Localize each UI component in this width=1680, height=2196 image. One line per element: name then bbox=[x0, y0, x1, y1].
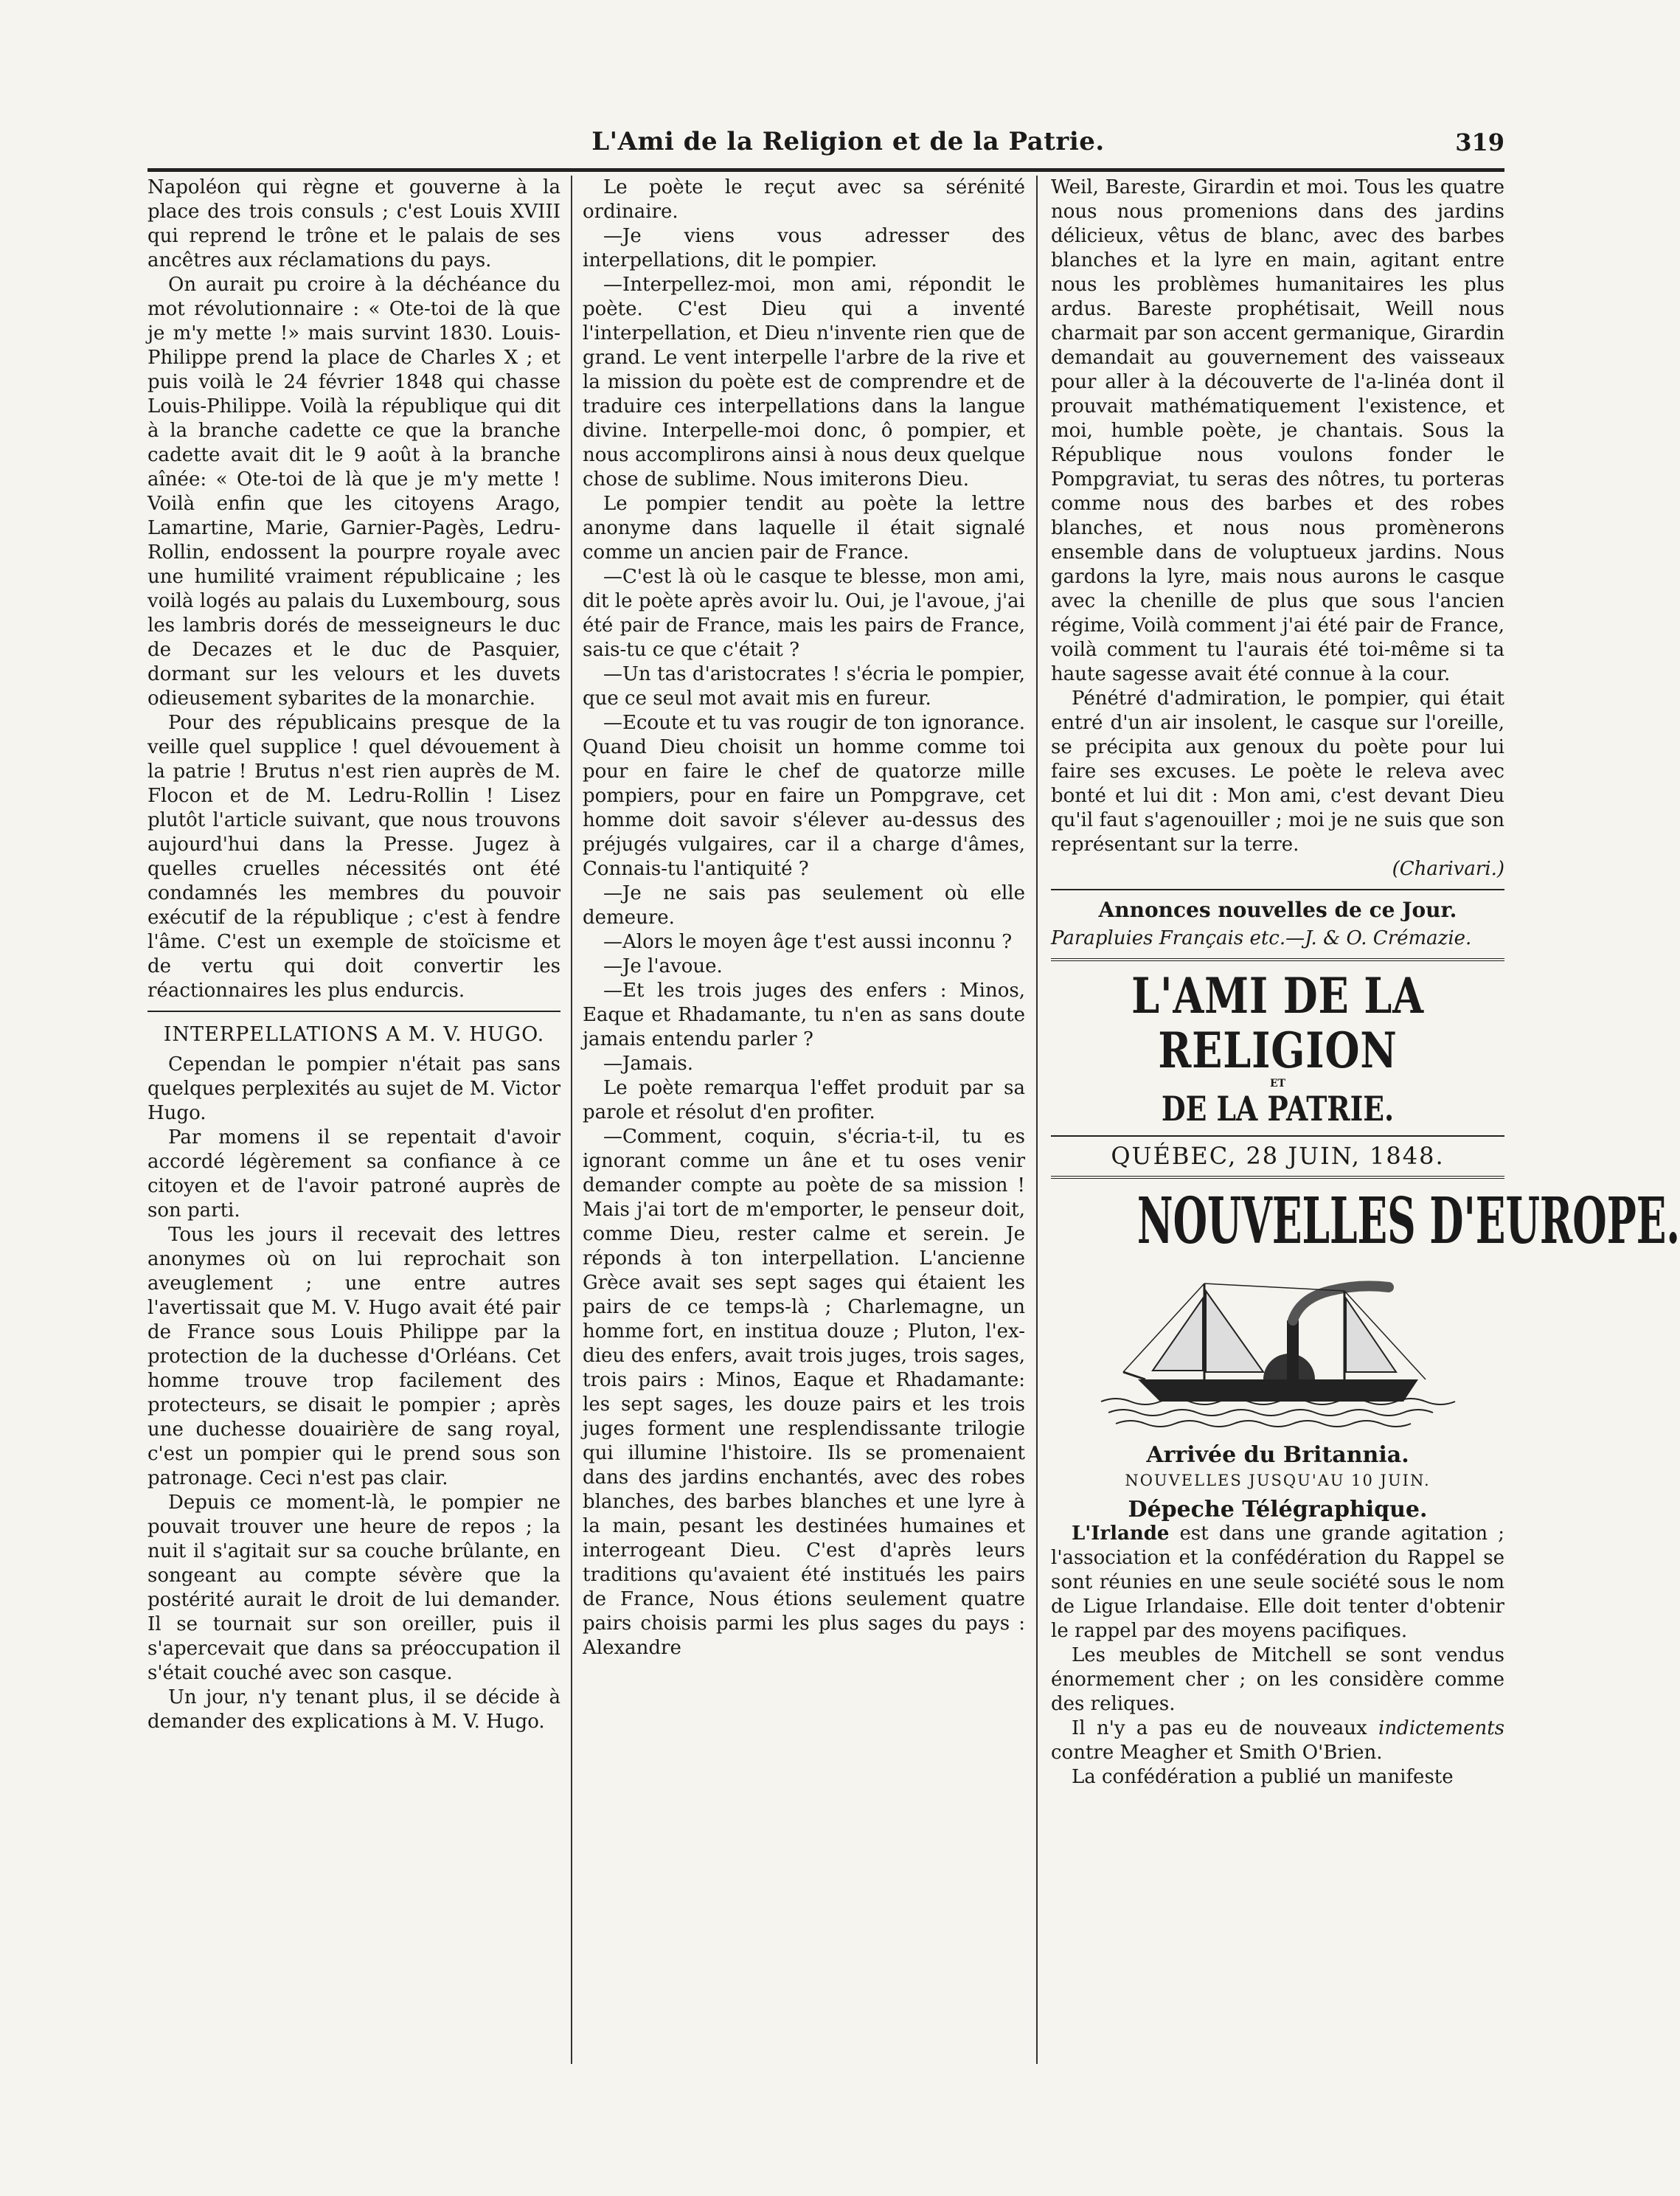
paragraph: La confédération a publié un manifeste bbox=[1072, 1766, 1454, 1788]
paragraph: Napoléon qui règne et gouverne à la place des trois consuls ; c'est Louis XVIII qui reprend le trône et le palais de ses ancêtres aux réclamations du pays. bbox=[147, 176, 560, 271]
paragraph-text: contre Meagher et Smith O'Brien. bbox=[1051, 1742, 1383, 1764]
masthead-title: L'AMI DE LA RELIGION bbox=[1131, 967, 1424, 1079]
paragraph: Par momens il se repentait d'avoir accordé légèrement sa confiance à ce citoyen et de l'avoir patroné auprès de son parti. bbox=[147, 1126, 560, 1222]
paragraph: —Je viens vous adresser des interpellations, dit le pompier. bbox=[583, 225, 1025, 271]
announcement-item bbox=[1051, 926, 1504, 951]
paragraph: Le poète remarqua l'effet produit par sa parole et résolut d'en profiter. bbox=[583, 1077, 1025, 1123]
paragraph: On aurait pu croire à la déchéance du mot révolutionnaire : « Ote-toi de là que je m'y mette !» mais survint 1830. Louis-Philippe prend la place de Charles X ; et puis voilà le 24 février 1848 qui chasse Louis-Philippe. Voilà la république qui dit à la branche cadette ce que la branche cadette avait dit le 9 août à la branche aînée: « Ote-toi de là que je m'y mette ! Voilà enfin que les citoyens Arago, Lamartine, Marie, Garnier-Pagès, Ledru-Rollin, endossent la pourpre royale avec une humilité vraiment républicaine ; les voilà logés au palais du Luxembourg, sous les lambris dorés de messeigneurs le duc de Decazes et le duc de Pasquier, dormant sur les velours et les duvets odieusement sybarites de la monarchie. bbox=[147, 274, 560, 710]
divider bbox=[1051, 958, 1504, 961]
section-heading: INTERPELLATIONS A M. V. HUGO. bbox=[163, 1023, 545, 1046]
column-rule bbox=[1036, 176, 1038, 2064]
paragraph: Un jour, n'y tenant plus, il se décide à demander des explications à M. V. Hugo. bbox=[147, 1686, 560, 1733]
paragraph: Pour des républicains presque de la veille quel supplice ! quel dévouement à la patrie ! Brutus n'est rien auprès de M. Flocon et de M. Ledru-Rollin ! Lisez plutôt l'article suivant, que nous trouvons aujourd'hui dans la Presse. Jugez à quelles cruelles nécessités ont été condamnés les membres du pouvoir exécutif de la république ; c'est à fendre l'âme. C'est un exemple de stoïcisme et de vertu qui doit convertir les réactionnaires les plus endurcis. bbox=[147, 712, 560, 1002]
masthead-subtitle: DE LA PATRIE. bbox=[1161, 1089, 1395, 1129]
paragraph-text: Il n'y a pas eu de nouveaux bbox=[1072, 1717, 1378, 1739]
paragraph: Les meubles de Mitchell se sont vendus énormement cher ; on les considère comme des reliques. bbox=[1051, 1644, 1504, 1715]
divider bbox=[1051, 1135, 1504, 1137]
paragraph: —Interpellez-moi, mon ami, répondit le poète. C'est Dieu qui a inventé l'interpellation, et Dieu n'invente rien que de grand. Le vent interpelle l'arbre de la rive et la mission du poète est de comprendre et de traduire ces interpellations dans la langue divine. Interpelle-moi donc, ô pompier, et nous accomplirons ainsi à nous deux quelque chose de sublime. Nous imiterons Dieu. bbox=[583, 274, 1025, 491]
paragraph: —Je l'avoue. bbox=[603, 955, 723, 977]
paragraph: —Ecoute et tu vas rougir de ton ignorance. Quand Dieu choisit un homme comme toi pour en faire le chef de quatorze mille pompiers, pour en faire un Pompgrave, cet homme doit savoir s'élever au-dessus des préjugés vulgaires, car il a charge d'âmes, Connais-tu l'antiquité ? bbox=[583, 712, 1025, 880]
announcements-title: Annonces nouvelles de ce Jour. bbox=[1098, 898, 1457, 922]
paragraph: Pénétré d'admiration, le pompier, qui était entré d'un air insolent, le casque sur l'oreille, se précipita aux genoux du poète pour lui faire ses excuses. Le poète le releva avec bonté et lui dit : Mon ami, c'est devant Dieu qu'il faut s'agenouiller ; moi je ne suis que son représentant sur la terre. bbox=[1051, 687, 1504, 856]
paragraph: —Comment, coquin, s'écria-t-il, tu es ignorant comme un âne et tu oses venir demander compte au poète de sa mission ! Mais j'ai tort de m'emporter, le penseur doit, comme Dieu, rester calme et serein. Je réponds à ton interpellation. L'ancienne Grèce avait ses sept sages qui étaient les pairs de ce temps-là ; Charlemagne, un homme fort, en institua douze ; Pluton, l'ex-dieu des enfers, avait trois juges, trois sages, trois pairs : Minos, Eaque et Rhadamante: les sept sages, les douze pairs et les trois juges forment une resplendissante trilogie qui illumine l'histoire. Ils se promenaient dans des jardins enchantés, avec des robes blanches, des barbes blanches et une lyre à la main, pesant les destinées humaines et interrogeant Dieu. C'est d'après leurs traditions qu'avaient été institués les pairs de France, Nous étions seulement quatre pairs choisis parmi les plus sages du pays : Alexandre bbox=[583, 1126, 1025, 1659]
paragraph: —Je ne sais pas seulement où elle demeure. bbox=[583, 882, 1025, 929]
paragraph: Le poète le reçut avec sa sérénité ordinaire. bbox=[583, 176, 1025, 223]
steamship-icon bbox=[1094, 1261, 1462, 1438]
paragraph: Cependan le pompier n'était pas sans quelques perplexités au sujet de M. Victor Hugo. bbox=[147, 1053, 560, 1124]
column-3 bbox=[1051, 176, 1680, 2064]
arrival-heading: Arrivée du Britannia. bbox=[1146, 1442, 1409, 1468]
telegraph-heading: Dépeche Télégraphique. bbox=[1128, 1497, 1428, 1523]
running-title: L'Ami de la Religion et de la Patrie. bbox=[591, 127, 1105, 156]
paragraph-text: est dans une grande agitation ; l'association et la confédération du Rappel se sont réunies en une seule société sous le nom de Ligue Irlandaise. Elle doit tenter d'obtenir le rappel par des moyens pacifiques. bbox=[1051, 1523, 1504, 1642]
paragraph: —Et les trois juges des enfers : Minos, Eaque et Rhadamante, tu n'en as sans doute jamais entendu parler ? bbox=[583, 980, 1025, 1050]
paragraph: —C'est là où le casque te blesse, mon ami, dit le poète après avoir lu. Oui, je l'avoue, j'ai été pair de France, mais les pairs de France, sais-tu ce que c'était ? bbox=[583, 566, 1025, 661]
lead-word: L'Irlande bbox=[1072, 1523, 1170, 1545]
paragraph: —Un tas d'aristocrates ! s'écria le pompier, que ce seul mot avait mis en fureur. bbox=[583, 663, 1025, 710]
masthead-conjunction: ET bbox=[1269, 1078, 1286, 1090]
paragraph: —Alors le moyen âge t'est aussi inconnu ? bbox=[603, 931, 1013, 953]
dateline: QUÉBEC, 28 JUIN, 1848. bbox=[1111, 1142, 1445, 1170]
paragraph: Weil, Bareste, Girardin et moi. Tous les quatre nous nous promenions dans des jardins délicieux, vêtus de blanc, avec des barbes blanches et la lyre en main, agitant entre nous les problèmes humanitaires les plus ardus. Bareste prophétisait, Weill nous charmait par son accent germanique, Girardin demandait au gouvernement des vaisseaux pour aller à la découverte de l'a-linéa dont il prouvait mathématiquement l'existence, et moi, humble poète, je chantais. Sous la République nous voulons fonder le Pompgraviat, tu seras des nôtres, tu porteras comme nous des barbes et des robes blanches, et nous nous promènerons ensemble dans de voluptueux jardins. Nous gardons la lyre, mais nous aurons le casque avec la chenille de plus que sous l'ancien régime, Voilà comment j'ai été pair de France, voilà comment tu l'aurais été toi-même si ta haute sagesse avait été connue à la cour. bbox=[1051, 176, 1504, 685]
paragraph bbox=[1051, 1522, 1504, 1643]
header-rule bbox=[147, 168, 1504, 172]
paragraph: Tous les jours il recevait des lettres anonymes où on lui reprochait son aveuglement ; une entre autres l'avertissait que M. V. Hugo avait été pair de France sous Louis Philippe par la protection de la duchesse d'Orléans. Cet homme trouve trop facilement des protecteurs, se disait le pompier ; après une duchesse douairière de sang royal, c'est un pompier qui le prend sous son patronage. Ceci n'est pas clair. bbox=[147, 1224, 560, 1489]
divider bbox=[147, 1011, 560, 1012]
paragraph: Depuis ce moment-là, le pompier ne pouvait trouver une heure de repos ; la nuit il s'agitait sur sa couche brûlante, en songeant au compte sévère que la postérité aurait le droit de lui demander. Il se tournait sur son oreiller, puis il s'apercevait que dans sa préoccupation il s'était couché avec son casque. bbox=[147, 1492, 560, 1684]
news-headline: NOUVELLES D'EUROPE. bbox=[1136, 1184, 1680, 1258]
divider bbox=[1051, 1176, 1504, 1179]
paragraph bbox=[1051, 1717, 1504, 1765]
column-2 bbox=[583, 176, 1025, 2064]
source-signature: (Charivari.) bbox=[1392, 858, 1504, 880]
announcement-text: Parapluies Français etc.—J. & O. Crémazie. bbox=[1051, 927, 1472, 949]
running-header bbox=[147, 124, 1504, 159]
paragraph: Le pompier tendit au poète la lettre anonyme dans laquelle il était signalé comme un ancien pair de France. bbox=[583, 493, 1025, 564]
divider bbox=[1051, 889, 1504, 890]
paragraph: —Jamais. bbox=[603, 1053, 694, 1075]
column-rule bbox=[571, 176, 572, 2064]
italic-term: indictements bbox=[1378, 1717, 1504, 1739]
page-number: 319 bbox=[1455, 128, 1504, 156]
column-1 bbox=[147, 176, 560, 2064]
news-until: NOUVELLES JUSQU'AU 10 JUIN. bbox=[1125, 1472, 1431, 1489]
